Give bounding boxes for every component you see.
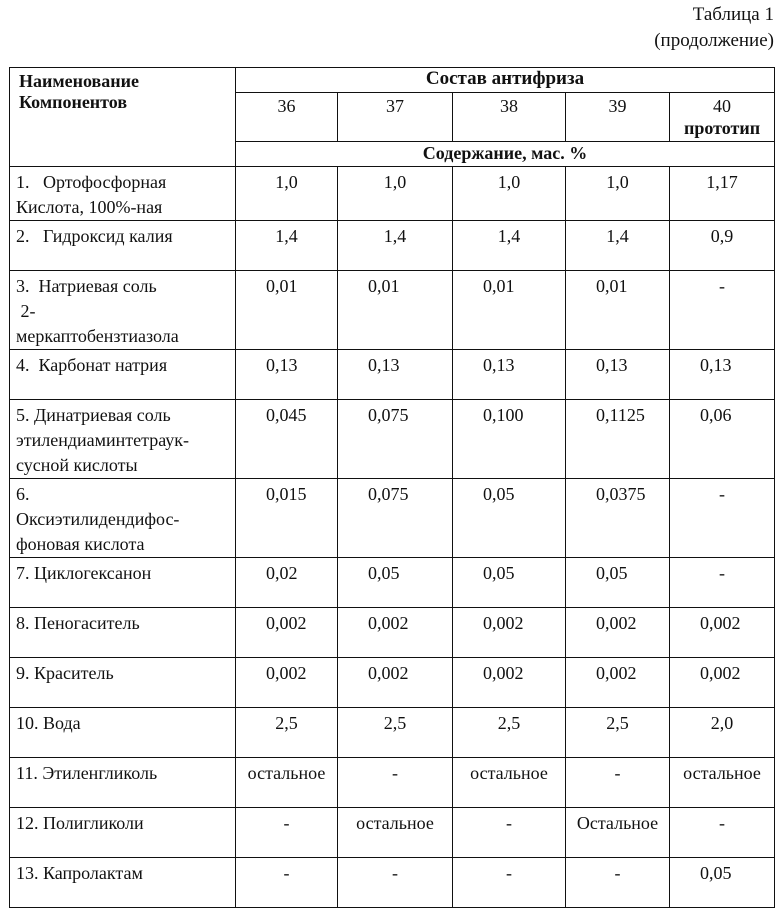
table-row [10,350,775,400]
content-value-cell: 1,0 [236,167,338,221]
content-value-cell: 2,0 [670,708,775,758]
component-name-line: 11. Этиленгликоль [16,763,158,783]
content-value-cell: 1,0 [338,167,453,221]
column-header [566,93,670,142]
content-value-cell: 0,0375 [566,479,670,558]
column-number: 39 [608,96,627,116]
content-value-cell: 0,05 [566,558,670,608]
column-number: 37 [386,96,404,116]
column-header [670,93,775,142]
component-name-line: меркаптобензтиазола [16,326,179,346]
component-name-cell [10,558,236,608]
content-value-cell: - [236,808,338,858]
table-row [10,167,775,221]
content-value-cell: 1,0 [566,167,670,221]
component-name-line: 2- [16,301,36,321]
content-value-cell: 0,05 [453,479,566,558]
column-header [338,93,453,142]
component-name-line: 9. Краситель [16,663,114,683]
prototype-label: прототип [683,118,761,138]
column-header [453,93,566,142]
content-value-cell: 1,4 [453,221,566,271]
content-value-cell: 0,1125 [566,400,670,479]
component-name-cell [10,858,236,908]
component-name-cell [10,167,236,221]
table-row [10,479,775,558]
component-name-cell [10,271,236,350]
content-value-cell: 0,002 [236,608,338,658]
component-name-line: 6. [16,484,30,504]
content-value-cell: 0,045 [236,400,338,479]
table-row [10,858,775,908]
content-value-cell: 0,002 [566,608,670,658]
content-value-cell: 0,002 [236,658,338,708]
table-row [10,658,775,708]
table-row [10,221,775,271]
table-row [10,558,775,608]
content-value-cell: остальное [338,808,453,858]
content-value-cell: 0,002 [338,608,453,658]
content-value-cell: 0,002 [453,608,566,658]
component-name-line: сусной кислоты [16,455,138,475]
content-value-cell: 0,01 [236,271,338,350]
content-value-cell: 1,4 [236,221,338,271]
content-value-cell: - [670,808,775,858]
content-value-cell: - [338,758,453,808]
component-name-line: 7. Циклогексанон [16,563,152,583]
component-name-header [10,68,236,167]
component-name-line: 3. Натриевая соль [16,276,157,296]
caption-title: Таблица 1 [692,4,774,25]
content-value-cell: - [566,758,670,808]
content-value-cell: - [670,271,775,350]
content-value-cell: 0,002 [670,658,775,708]
component-name-line: 8. Пеногаситель [16,613,140,633]
table-row [10,758,775,808]
table-row [10,608,775,658]
content-value-cell: 0,002 [566,658,670,708]
component-name-cell [10,708,236,758]
content-value-cell: 0,13 [338,350,453,400]
content-value-cell: 0,015 [236,479,338,558]
content-value-cell: 0,05 [453,558,566,608]
header-row [10,68,775,93]
table-caption [654,2,774,54]
caption-continuation: (продолжение) [654,30,774,51]
content-value-cell: 0,075 [338,479,453,558]
content-value-cell: 1,17 [670,167,775,221]
component-name-line: 4. Карбонат натрия [16,355,168,375]
antifreeze-composition-table [9,67,775,908]
content-value-cell: - [670,558,775,608]
content-value-cell: 1,4 [338,221,453,271]
component-name-line: 2. Гидроксид калия [16,226,173,246]
content-value-cell: - [453,808,566,858]
component-name-cell [10,221,236,271]
content-value-cell: 1,0 [453,167,566,221]
component-name-cell [10,808,236,858]
content-value-cell: - [453,858,566,908]
component-name-line: 10. Вода [16,713,81,733]
content-value-cell: 0,100 [453,400,566,479]
component-name-cell [10,758,236,808]
content-value-cell: 0,9 [670,221,775,271]
content-value-cell: остальное [670,758,775,808]
component-name-line: Оксиэтилидендифос- [16,509,180,529]
component-name-line: 13. Капролактам [16,863,143,883]
component-name-cell [10,658,236,708]
table-row [10,271,775,350]
component-name-line: фоновая кислота [16,534,145,554]
table-row [10,400,775,479]
composition-header: Состав антифриза [236,68,775,93]
column-header [236,93,338,142]
content-value-cell: 0,05 [670,858,775,908]
content-value-cell: 0,002 [453,658,566,708]
column-number: 36 [277,96,296,116]
content-value-cell: 0,13 [236,350,338,400]
content-value-cell: 0,075 [338,400,453,479]
component-name-line: этилендиаминтетраук- [16,430,190,450]
content-value-cell: 0,13 [566,350,670,400]
unit-header: Содержание, мас. % [236,142,775,167]
content-value-cell: 2,5 [338,708,453,758]
table-row [10,808,775,858]
content-value-cell: 2,5 [566,708,670,758]
table-row [10,708,775,758]
content-value-cell: 0,002 [338,658,453,708]
content-value-cell: - [566,858,670,908]
content-value-cell: 0,01 [338,271,453,350]
component-name-line: Кислота, 100%-ная [16,197,163,217]
content-value-cell: 0,01 [453,271,566,350]
component-name-line: 12. Полигликоли [16,813,144,833]
content-value-cell: 0,05 [338,558,453,608]
component-name-line: 5. Динатриевая соль [16,405,171,425]
content-value-cell: - [670,479,775,558]
content-value-cell: - [236,858,338,908]
content-value-cell: остальное [453,758,566,808]
component-name-cell [10,608,236,658]
content-value-cell: остальное [236,758,338,808]
content-value-cell: Остальное [566,808,670,858]
component-header-line2: Компонентов [19,92,128,112]
content-value-cell: 2,5 [453,708,566,758]
content-value-cell: 0,01 [566,271,670,350]
component-header-line1: Наименование [19,71,139,91]
content-value-cell: 0,13 [670,350,775,400]
component-name-cell [10,350,236,400]
column-number: 38 [500,96,518,116]
component-name-cell [10,400,236,479]
content-value-cell: 0,06 [670,400,775,479]
component-name-line: 1. Ортофосфорная [16,172,167,192]
content-value-cell: 0,02 [236,558,338,608]
content-value-cell: 2,5 [236,708,338,758]
content-value-cell: 0,13 [453,350,566,400]
content-value-cell: 0,002 [670,608,775,658]
content-value-cell: 1,4 [566,221,670,271]
column-number: 40 [713,96,732,116]
component-name-cell [10,479,236,558]
content-value-cell: - [338,858,453,908]
